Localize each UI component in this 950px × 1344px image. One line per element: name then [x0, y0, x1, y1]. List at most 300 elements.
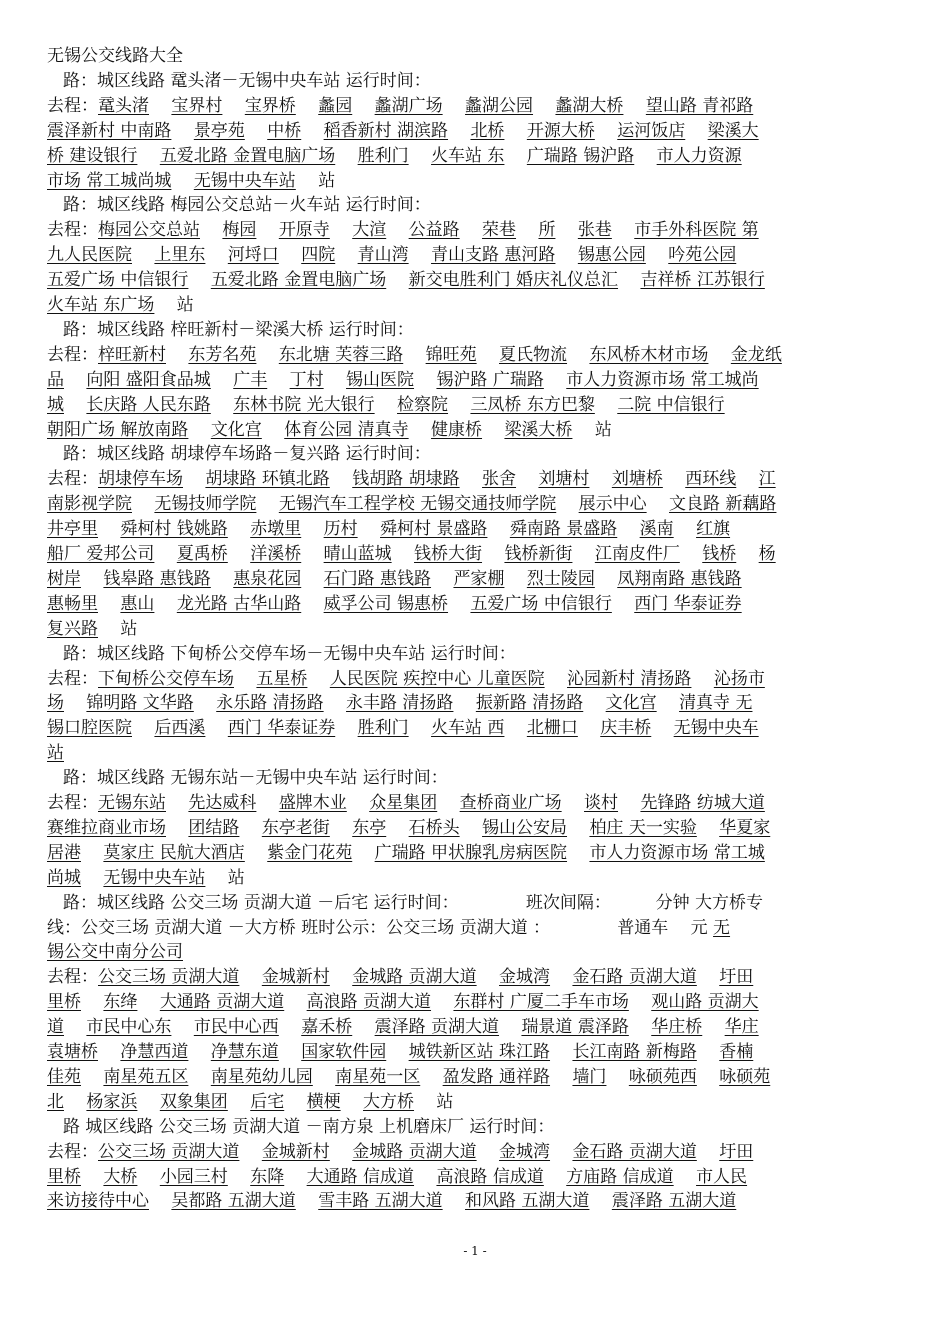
text-line — [47, 916, 909, 940]
text-segment: 站 — [98, 618, 138, 639]
text-segment — [685, 121, 707, 141]
text-segment — [477, 967, 499, 987]
text-segment — [550, 967, 572, 987]
text-segment — [296, 96, 318, 116]
text-line — [47, 268, 909, 292]
page-number: - 1 - — [463, 1244, 487, 1258]
text-line — [47, 94, 909, 118]
text-line — [47, 592, 909, 616]
stop-name: 刘塘村 — [538, 469, 590, 490]
text-segment — [81, 1067, 103, 1087]
stop-name: 众星集团 — [369, 793, 438, 813]
stop-name: 长江南路 新梅路 — [572, 1042, 697, 1062]
stop-name: 咏硕苑西 — [628, 1066, 697, 1087]
text-segment — [460, 818, 482, 838]
stop-name: 稻香新村 湖滨路 — [323, 120, 449, 141]
text-segment — [166, 345, 188, 365]
text-line — [47, 467, 909, 491]
text-segment — [64, 1017, 86, 1037]
text-segment — [137, 992, 159, 1012]
text-segment — [228, 519, 250, 539]
text-segment — [663, 469, 685, 489]
text-segment — [64, 395, 86, 415]
stop-name: 品 — [47, 369, 64, 390]
text-line — [47, 1065, 909, 1089]
text-segment — [166, 818, 188, 838]
stop-name: 东绛 — [103, 992, 138, 1013]
stop-name: 振新路 清扬路 — [475, 693, 584, 714]
text-segment — [154, 544, 176, 564]
text-segment — [499, 1017, 521, 1037]
text-segment — [301, 569, 323, 589]
stop-name: 凤翔南路 惠钱路 — [617, 568, 742, 589]
stop-name: 嘉禾桥 — [301, 1017, 353, 1038]
stop-name: 圩田 — [719, 1141, 754, 1162]
stop-name: 华庄桥 — [651, 1017, 703, 1038]
text-segment: 站 — [572, 419, 612, 440]
stop-name: 青山支路 惠河路 — [431, 245, 556, 266]
stop-name: 蠡湖大桥 — [555, 95, 624, 116]
stop-name: 无锡中央车站 — [193, 170, 296, 191]
text-segment — [386, 220, 408, 240]
stop-name: 上里东 — [154, 245, 206, 266]
text-segment — [567, 345, 589, 365]
text-segment — [200, 220, 222, 240]
text-line — [63, 193, 909, 217]
text-segment: 去程： — [47, 1141, 98, 1162]
stop-name: 吴都路 五湖大道 — [171, 1191, 296, 1212]
stop-name: 五星桥 — [256, 668, 308, 689]
stop-name: 净慧西道 — [120, 1042, 189, 1062]
stop-name: 震泽路 五湖大道 — [611, 1191, 737, 1212]
text-line — [47, 418, 909, 442]
text-segment — [618, 270, 640, 290]
text-segment — [183, 469, 205, 489]
stop-name: 锡惠公园 — [577, 245, 646, 266]
stop-name: 舜柯村 钱姚路 — [120, 519, 228, 540]
stop-name: 无锡技师学院 — [154, 494, 257, 515]
text-segment — [228, 1167, 250, 1187]
text-segment — [674, 519, 696, 539]
text-segment — [149, 96, 171, 116]
stop-name: 居港 — [47, 842, 81, 863]
stop-name: 金城路 贡湖大道 — [352, 1141, 477, 1162]
stop-name: 小园三村 — [159, 1166, 228, 1187]
stop-name: 市场 常工城尚城 — [47, 170, 172, 191]
text-segment — [81, 868, 103, 888]
text-segment — [81, 1167, 103, 1187]
stop-name: 华庄 — [724, 1017, 759, 1038]
text-segment — [460, 469, 482, 489]
stop-name: 钱桥 — [702, 544, 737, 564]
text-segment — [544, 370, 566, 390]
stop-name: 墙门 — [572, 1066, 607, 1087]
stop-name: 严家棚 — [453, 568, 505, 589]
stop-name: 所 — [538, 220, 556, 241]
stop-name: 沁扬市 — [713, 668, 765, 689]
text-segment — [98, 1042, 120, 1062]
text-segment: 去程： — [47, 220, 98, 241]
text-segment — [228, 1092, 250, 1112]
text-segment: 去程： — [47, 668, 98, 689]
stop-name: 大通路 信成道 — [306, 1166, 415, 1187]
stop-name: 南影视学院 — [47, 494, 132, 515]
text-segment — [335, 718, 357, 738]
stop-name: 健康桥 — [431, 419, 483, 440]
stop-name: 锦明路 文华路 — [86, 693, 194, 714]
text-segment — [448, 121, 470, 141]
stop-name: 五爱北路 金置电脑广场 — [210, 270, 387, 291]
text-segment — [702, 1017, 724, 1037]
text-segment — [403, 345, 425, 365]
text-segment — [533, 96, 555, 116]
stop-name: 吉祥桥 江苏银行 — [640, 270, 765, 291]
text-segment — [341, 1092, 363, 1112]
stop-name: 大通路 贡湖大道 — [159, 992, 285, 1013]
stop-name: 和风路 五湖大道 — [465, 1191, 590, 1212]
stop-name: 金石路 贡湖大道 — [572, 967, 697, 988]
text-line — [47, 816, 909, 840]
text-segment — [583, 693, 605, 713]
stop-name: 震泽路 贡湖大道 — [374, 1017, 500, 1038]
text-segment — [617, 519, 639, 539]
text-segment — [352, 1017, 374, 1037]
stop-name: 二院 中信银行 — [617, 394, 725, 415]
stop-name: 金城路 贡湖大道 — [352, 967, 477, 988]
stop-name: 站 — [47, 743, 64, 764]
text-segment — [352, 843, 374, 863]
stop-name: 莫家庄 民航大酒店 — [103, 842, 245, 863]
stop-name: 西门 华泰证券 — [634, 593, 742, 614]
text-line — [47, 841, 909, 865]
text-segment — [64, 693, 86, 713]
stop-name: 锡口腔医院 — [47, 718, 132, 739]
stop-name: 无 — [713, 917, 731, 938]
stop-name: 西环线 — [685, 469, 737, 490]
text-segment — [330, 818, 352, 838]
stop-name: 洋溪桥 — [250, 544, 302, 564]
text-line — [63, 642, 909, 666]
text-segment — [188, 420, 210, 440]
stop-name: 火车站 东 — [431, 145, 505, 166]
text-segment — [137, 1092, 159, 1112]
stop-name: 惠泉花园 — [233, 568, 302, 589]
text-segment — [154, 594, 176, 614]
stop-name: 广瑞路 锡沪路 — [526, 145, 635, 166]
text-segment — [171, 1017, 193, 1037]
stop-name: 大方桥 — [363, 1091, 415, 1112]
stop-name: 文化宫 — [605, 693, 657, 714]
text-segment — [228, 544, 250, 564]
text-segment — [634, 146, 656, 166]
stop-name: 双象集团 — [159, 1091, 228, 1112]
stop-name: 瑞景道 震泽路 — [521, 1017, 629, 1038]
text-segment — [657, 693, 679, 713]
text-segment — [691, 669, 713, 689]
text-line — [63, 891, 909, 915]
stop-name: 胡埭停车场 — [98, 469, 183, 490]
text-segment — [504, 569, 526, 589]
stop-name: 长庆路 人民东路 — [86, 394, 211, 415]
stop-name: 烈士陵园 — [526, 568, 595, 589]
stop-name: 运河饭店 — [617, 120, 686, 141]
text-segment — [239, 818, 261, 838]
text-segment — [188, 270, 210, 290]
text-line — [47, 492, 909, 516]
text-line — [47, 343, 909, 367]
stop-name: 火车站 西 — [431, 718, 505, 739]
stop-name: 无锡中央车站 — [103, 867, 206, 888]
text-segment — [256, 494, 278, 514]
stop-name: 市民中心西 — [193, 1017, 279, 1038]
text-segment — [211, 569, 233, 589]
stop-name: 鼋头渚 — [98, 95, 149, 116]
stop-name: 观山路 贡湖大 — [651, 992, 759, 1013]
stop-name: 金城湾 — [499, 1141, 551, 1162]
stop-name: 五爱广场 中信银行 — [47, 270, 189, 291]
text-segment — [211, 395, 233, 415]
stop-name: 咏硕苑 — [719, 1066, 771, 1087]
stop-name: 东北塘 芙蓉三路 — [278, 344, 404, 365]
stop-name: 三凤桥 东方巴黎 — [470, 394, 595, 415]
text-segment — [562, 793, 584, 813]
stop-name: 雪丰路 五湖大道 — [318, 1191, 443, 1212]
text-segment: 路：城区线路 鼋头渚－无锡中央车站 运行时间： — [63, 70, 431, 91]
stop-name: 东林书院 光大银行 — [233, 394, 375, 415]
text-segment — [629, 1017, 651, 1037]
text-segment — [330, 1142, 352, 1162]
text-line — [47, 667, 909, 691]
stop-name: 来访接待中心 — [47, 1191, 149, 1212]
stop-name: 盈发路 通祥路 — [442, 1066, 551, 1087]
text-line — [47, 940, 909, 964]
text-segment — [279, 1042, 301, 1062]
stop-name: 舜南路 景盛路 — [509, 519, 618, 540]
text-segment — [646, 245, 668, 265]
text-line — [47, 218, 909, 242]
text-line — [47, 866, 909, 890]
text-segment — [567, 843, 589, 863]
stop-name: 场 — [47, 693, 64, 714]
stop-name: 检察院 — [397, 394, 449, 415]
text-line — [47, 1015, 909, 1039]
text-segment — [301, 544, 323, 564]
text-segment — [544, 1167, 566, 1187]
text-segment — [335, 146, 357, 166]
text-segment — [420, 1067, 442, 1087]
text-segment — [482, 420, 504, 440]
text-line — [63, 69, 909, 93]
text-segment: 路：城区线路 下甸桥公交停车场－无锡中央车站 运行时间： — [63, 643, 516, 664]
text-segment: 路：城区线路 胡埭停车场路－复兴路 运行时间： — [63, 444, 431, 465]
stop-name: 钱桥大街 — [414, 544, 483, 564]
text-line — [47, 791, 909, 815]
text-segment: 去程： — [47, 344, 98, 365]
stop-name: 市人力资源市场 常工城尚 — [566, 369, 759, 390]
text-segment — [211, 370, 233, 390]
text-segment — [132, 245, 154, 265]
stop-name: 方庙路 信成道 — [566, 1166, 674, 1187]
text-segment — [81, 992, 103, 1012]
stop-name: 开原寺 — [278, 220, 330, 241]
text-segment — [516, 469, 538, 489]
text-line — [47, 1140, 909, 1164]
text-segment — [487, 519, 509, 539]
text-segment — [284, 992, 306, 1012]
stop-name: 景亭苑 — [193, 120, 245, 141]
text-segment — [313, 1067, 335, 1087]
stop-name: 尚城 — [47, 867, 81, 888]
text-line — [47, 965, 909, 989]
stop-name: 梁溪大 — [707, 120, 759, 141]
stop-name: 无锡汽车工程学校 无锡交通技师学院 — [278, 494, 557, 515]
stop-name: 蠡园 — [318, 95, 353, 116]
stop-name: 中桥 — [267, 120, 302, 141]
stop-name: 南星苑五区 — [103, 1066, 189, 1087]
stop-name: 清真寺 无 — [679, 693, 753, 714]
stop-name: 江南皮件厂 — [594, 544, 680, 564]
text-line — [47, 368, 909, 392]
stop-name: 河埒口 — [227, 245, 279, 266]
stop-name: 望山路 青祁路 — [645, 95, 754, 116]
stop-name: 胡埭路 环镇北路 — [205, 469, 330, 490]
stop-name: 锦旺苑 — [425, 344, 477, 365]
text-segment — [618, 793, 640, 813]
stop-name: 先达威科 — [188, 793, 257, 813]
stop-name: 金城新村 — [261, 967, 330, 988]
text-segment — [708, 345, 730, 365]
text-segment — [245, 121, 267, 141]
stop-name: 桥 建设银行 — [47, 145, 138, 166]
text-segment — [98, 594, 120, 614]
stop-name: 高浪路 贡湖大道 — [306, 992, 432, 1013]
stop-name: 北栅口 — [526, 718, 578, 739]
stop-name: 溪南 — [639, 519, 674, 540]
text-segment — [149, 1191, 171, 1211]
stop-name: 佳苑 — [47, 1066, 81, 1087]
text-segment — [301, 121, 323, 141]
stop-name: 震泽新村 中南路 — [47, 120, 172, 141]
stop-name: 胜利门 — [357, 718, 409, 739]
stop-name: 金石路 贡湖大道 — [572, 1141, 697, 1162]
text-line — [47, 990, 909, 1014]
text-segment — [171, 171, 193, 191]
text-segment — [239, 967, 261, 987]
stop-name: 复兴路 — [47, 618, 98, 639]
stop-name: 梁溪大桥 — [504, 419, 573, 440]
text-segment — [98, 519, 120, 539]
stop-name: 龙光路 古华山路 — [176, 593, 302, 614]
text-segment — [414, 370, 436, 390]
stop-name: 胜利门 — [357, 145, 409, 166]
text-segment — [612, 220, 634, 240]
text-segment — [358, 519, 380, 539]
text-segment — [386, 1042, 408, 1062]
stop-name: 钱皋路 惠钱路 — [103, 568, 211, 589]
stop-name: 公交三场 贡湖大道 — [98, 1141, 240, 1162]
text-segment — [431, 992, 453, 1012]
text-segment — [697, 1067, 719, 1087]
stop-name: 锡山医院 — [346, 369, 415, 390]
text-segment — [414, 1167, 436, 1187]
stop-name: 东风桥木材市场 — [589, 344, 709, 365]
text-line — [47, 243, 909, 267]
text-segment — [545, 669, 567, 689]
stop-name: 钱胡路 胡埭路 — [352, 469, 460, 490]
stop-name: 查桥商业广场 — [459, 793, 562, 813]
stop-name: 金龙纸 — [730, 344, 782, 365]
text-segment — [647, 494, 669, 514]
stop-name: 净慧东道 — [210, 1042, 279, 1062]
text-segment — [477, 1142, 499, 1162]
stop-name: 东亭老街 — [261, 817, 330, 838]
text-segment — [595, 569, 617, 589]
text-segment: 站 — [414, 1091, 454, 1112]
text-segment — [504, 146, 526, 166]
stop-name: 市人民 — [696, 1166, 748, 1187]
stop-name: 锡公交中南分公司 — [47, 942, 183, 963]
text-segment: 路：城区线路 公交三场 贡湖大道 －后宅 运行时间： 班次间隔： 分钟 大方桥专 — [63, 892, 764, 913]
stop-name: 市民中心东 — [86, 1017, 172, 1038]
stop-name: 文化宫 — [210, 419, 262, 440]
stop-name: 惠山 — [120, 593, 155, 614]
text-line — [47, 1165, 909, 1189]
text-segment — [629, 992, 651, 1012]
stop-name: 大桥 — [103, 1166, 138, 1187]
stop-name: 紫金门花苑 — [267, 842, 353, 863]
text-segment — [589, 469, 611, 489]
stop-name: 东亭 — [352, 817, 387, 838]
text-line — [47, 517, 909, 541]
stop-name: 袁塘桥 — [47, 1042, 98, 1062]
text-segment — [171, 121, 193, 141]
stop-name: 张巷 — [577, 220, 612, 241]
text-segment: 路：城区线路 梅园公交总站－火车站 运行时间： — [63, 195, 431, 216]
text-segment — [448, 594, 470, 614]
text-segment: 路：城区线路 无锡东站－无锡中央车站 运行时间： — [63, 768, 448, 789]
text-segment — [697, 818, 719, 838]
text-segment — [256, 345, 278, 365]
stop-name: 梅园公交总站 — [98, 220, 200, 241]
text-segment — [736, 469, 758, 489]
text-segment — [324, 370, 346, 390]
text-segment — [205, 718, 227, 738]
text-segment — [234, 669, 256, 689]
text-segment — [166, 793, 188, 813]
text-line — [63, 766, 909, 790]
stop-name: 井亭里 — [47, 519, 98, 540]
stop-name: 香楠 — [719, 1042, 754, 1062]
stop-name: 南星苑一区 — [335, 1066, 421, 1087]
text-segment — [443, 1191, 465, 1211]
text-line — [47, 716, 909, 740]
stop-name: 广丰 — [233, 369, 268, 390]
stop-name: 刘塘桥 — [611, 469, 663, 490]
text-segment — [324, 693, 346, 713]
stop-name: 蠡湖广场 — [374, 95, 443, 116]
text-segment — [188, 1067, 210, 1087]
stop-name: 宝界桥 — [244, 95, 296, 116]
text-segment: 站 — [205, 867, 245, 888]
text-segment — [697, 967, 719, 987]
text-segment — [375, 395, 397, 415]
text-segment — [330, 967, 352, 987]
text-segment — [301, 519, 323, 539]
stop-name: 历村 — [323, 519, 358, 540]
stop-name: 文良路 新藕路 — [669, 494, 777, 515]
stop-name: 朝阳广场 解放南路 — [47, 419, 189, 440]
text-line — [47, 617, 909, 641]
